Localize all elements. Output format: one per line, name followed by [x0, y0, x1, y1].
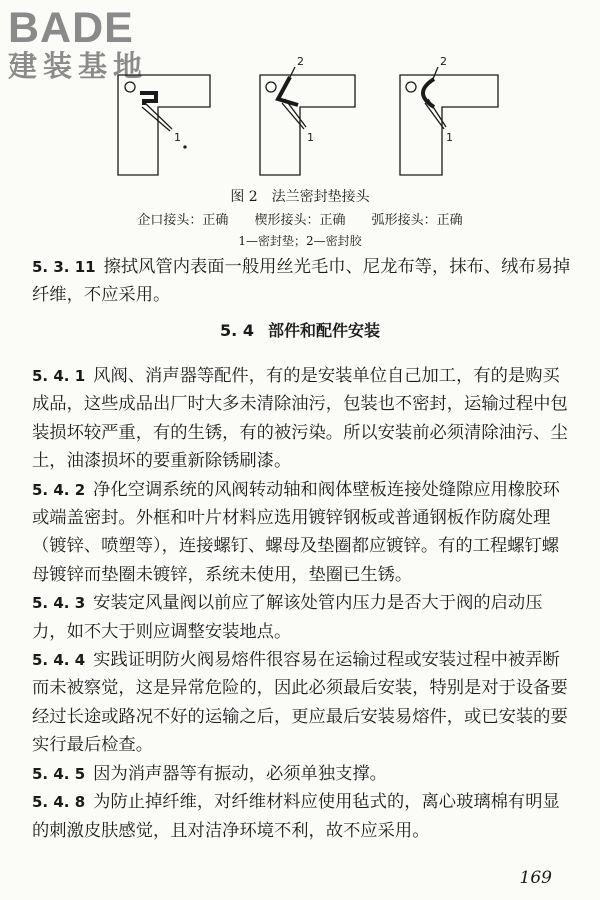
section-number: 5. 4 [220, 321, 254, 340]
paragraph-5-4-4 [32, 646, 574, 760]
arc-joint-figure [400, 67, 498, 175]
clause-text: 为防止掉纤维，对纤维材料应使用毡式的，离心玻璃棉有明显的刺激皮肤感觉，且对洁净环境不利，故不应采用。 [32, 792, 560, 841]
clause-number: 5. 4. 5 [32, 764, 86, 783]
clauses-5-4 [32, 362, 574, 845]
clause-text: 实践证明防火阀易熔件很容易在运输过程或安装过程中被弄断而未被察觉，这是异常危险的，因此必须最后安装，特别是对于设备要经过长途或路况不好的运输之后，更应最后安装易熔件，或已安装的要实行最后检查。 [32, 650, 568, 756]
logo-wordmark: BADE [8, 4, 134, 52]
marker-2-fig2: 2 [297, 55, 304, 68]
figure-legend: 1—密封垫；2—密封胶 [238, 234, 362, 248]
logo-subtitle: 建装基地 [8, 49, 149, 83]
tongue-joint-figure [118, 75, 210, 175]
clause-text: 安装定风量阀以前应了解该处管内压力是否大于阀的启动压力，如不大于则应调整安装地点。 [32, 593, 543, 642]
joint-type-arc: 弧形接头：正确 [371, 213, 463, 228]
marker-2-fig3: 2 [440, 55, 447, 68]
section-title: 部件和配件安装 [267, 321, 380, 340]
marker-1-fig3: 1 [446, 131, 453, 144]
clause-number: 5. 4. 2 [32, 480, 86, 499]
figure-title: 图 2 法兰密封垫接头 [230, 189, 370, 205]
clause-text: 风阀、消声器等配件，有的是安装单位自己加工，有的是购买成品，这些成品出厂时大多未清除油污，包装也不密封，运输过程中包装损坏较严重，有的生锈，有的被污染。所以安装前必须清除油污、尘土，油漆损坏的要重新除锈刷漆。 [32, 366, 568, 472]
marker-1-fig2: 1 [307, 131, 314, 144]
joint-type-tongue: 企口接头：正确 [137, 213, 229, 228]
clause-number: 5. 4. 8 [32, 793, 86, 812]
clause-text: 净化空调系统的风阀转动轴和阀体壁板连接处缝隙应用橡胶环或端盖密封。外框和叶片材料应选用镀锌钢板或普通钢板作防腐处理（镀锌、喷塑等），连接螺钉、螺母及垫圈都应镀锌。有的工程螺钉螺母镀锌而垫圈未镀锌，系统未使用，垫圈已生锈。 [32, 479, 560, 585]
paragraph-5-4-5 [32, 760, 574, 788]
paragraph-5-4-3 [32, 589, 574, 646]
clause-number: 5. 3. 11 [32, 258, 96, 276]
page-number: 169 [519, 868, 552, 888]
paragraph-5-4-8 [32, 788, 574, 845]
marker-1-fig1: 1 [174, 131, 181, 144]
clause-text: 因为消声器等有振动，必须单独支撑。 [93, 763, 387, 784]
flange-joint-figures [100, 45, 520, 185]
wedge-joint-figure [260, 67, 355, 175]
paragraph-5-4-2 [32, 476, 574, 590]
joint-type-wedge: 楔形接头：正确 [254, 213, 346, 228]
clause-number: 5. 4. 1 [32, 367, 86, 385]
clause-number: 5. 4. 3 [32, 594, 86, 613]
clause-text: 擦拭风管内表面一般用丝光毛巾、尼龙布等，抹布、绒布易掉纤维，不应采用。 [32, 257, 571, 306]
figure-joint-types [0, 209, 600, 228]
clause-number: 5. 4. 4 [32, 651, 86, 670]
section-heading [0, 318, 600, 341]
paragraph-5-4-1 [32, 362, 574, 476]
paragraph-5-3-11 [32, 253, 574, 310]
